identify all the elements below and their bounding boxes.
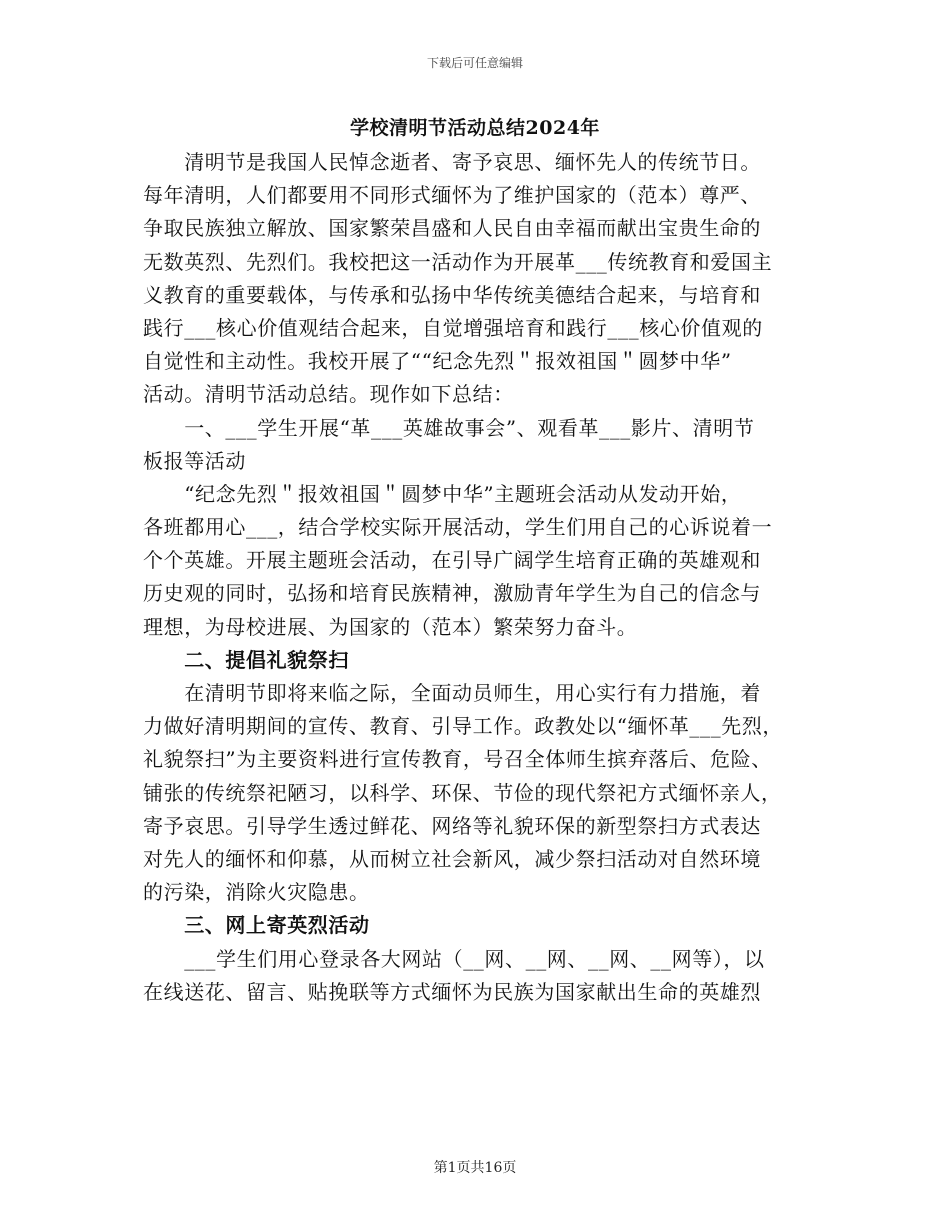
- paragraph-line: 个个英雄。开展主题班会活动，在引导广阔学生培育正确的英雄观和: [143, 548, 761, 573]
- paragraph-line: 无数英烈、先烈们。我校把这一活动作为开展革___传统教育和爱国主: [143, 249, 773, 274]
- paragraph-line: 的污染，消除火灾隐患。: [143, 880, 370, 905]
- paragraph-line: 各班都用心___，结合学校实际开展活动，学生们用自己的心诉说着一: [143, 515, 773, 540]
- paragraph-line: ___学生们用心登录各大网站（__网、__网、__网、__网等），以: [143, 946, 765, 971]
- paragraph-line: 践行___核心价值观结合起来，自觉增强培育和践行___核心价值观的: [143, 315, 763, 340]
- page-footer: 第1页共16页: [433, 1160, 517, 1176]
- paragraph-line: 义教育的重要载体，与传承和弘扬中华传统美德结合起来，与培育和: [143, 282, 761, 307]
- paragraph-line: 自觉性和主动性。我校开展了““纪念先烈＂报效祖国＂圆梦中华”: [143, 349, 732, 374]
- paragraph-line: 在线送花、留言、贴挽联等方式缅怀为民族为国家献出生命的英雄烈: [143, 979, 761, 1004]
- paragraph-line: 在清明节即将来临之际，全面动员师生，用心实行有力措施，着: [143, 681, 761, 705]
- section-heading: 二、提倡礼貌祭扫: [143, 647, 349, 672]
- paragraph-line: 清明节是我国人民悼念逝者、寄予哀思、缅怀先人的传统节日。: [143, 150, 761, 174]
- paragraph-line: 力做好清明期间的宣传、教育、引导工作。政教处以“缅怀革___先烈，: [143, 714, 784, 739]
- paragraph-line: 铺张的传统祭祀陋习，以科学、环保、节俭的现代祭祀方式缅怀亲人，: [143, 780, 782, 805]
- paragraph-line: 一、___学生开展“革___英雄故事会”、观看革___影片、清明节: [143, 415, 755, 440]
- document-title: 学校清明节活动总结2024年: [350, 117, 600, 139]
- paragraph-line: 理想，为母校进展、为国家的（范本）繁荣努力奋斗。: [143, 614, 638, 639]
- paragraph-line: 板报等活动: [143, 448, 246, 473]
- header-note: 下载后可任意编辑: [426, 56, 523, 70]
- paragraph-line: 争取民族独立解放、国家繁荣昌盛和人民自由幸福而献出宝贵生命的: [143, 216, 761, 241]
- paragraph-line: 每年清明，人们都要用不同形式缅怀为了维护国家的（范本）尊严、: [143, 183, 761, 208]
- paragraph-line: 历史观的同时，弘扬和培育民族精神，激励青年学生为自己的信念与: [143, 581, 761, 606]
- section-heading: 三、网上寄英烈活动: [143, 913, 370, 938]
- document-body: [143, 146, 808, 1009]
- paragraph-line: 活动。清明节活动总结。现作如下总结：: [143, 382, 514, 407]
- paragraph-line: “纪念先烈＂报效祖国＂圆梦中华”主题班会活动从发动开始，: [143, 481, 742, 506]
- paragraph-line: 礼貌祭扫”为主要资料进行宣传教育，号召全体师生摈弃落后、危险、: [143, 747, 772, 772]
- paragraph-line: 对先人的缅怀和仰慕，从而树立社会新风，减少祭扫活动对自然环境: [143, 846, 761, 871]
- paragraph-line: 寄予哀思。引导学生透过鲜花、网络等礼貌环保的新型祭扫方式表达: [143, 813, 761, 838]
